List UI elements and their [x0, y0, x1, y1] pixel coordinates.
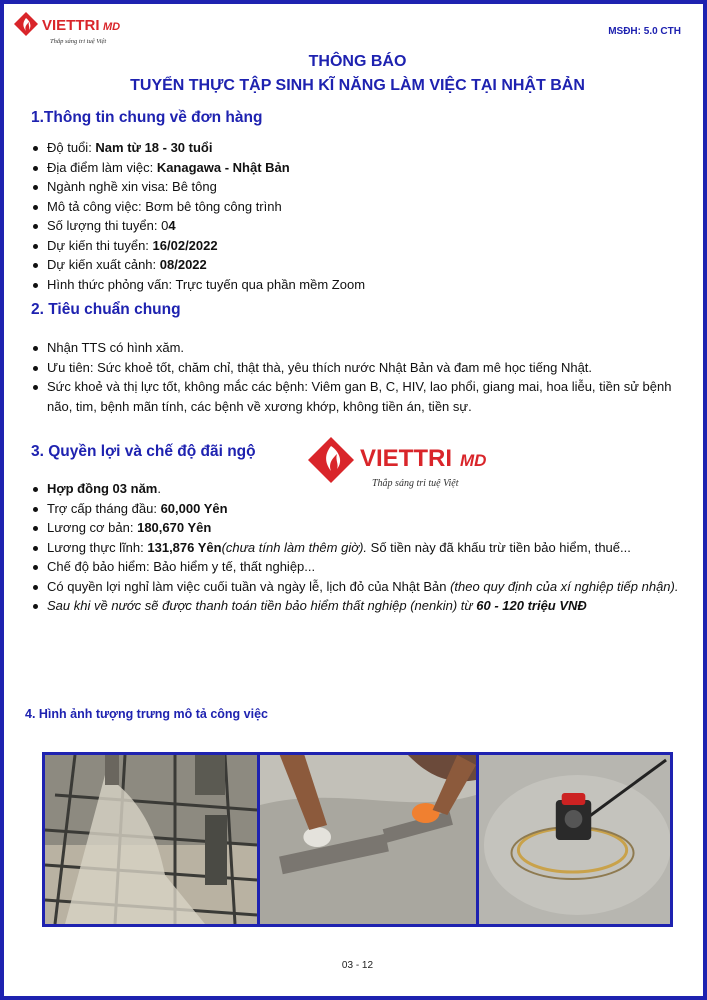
power-trowel-photo [476, 755, 670, 924]
list-item: Sau khi về nước sẽ được thanh toán tiền bảo hiểm thất nghiệp (nenkin) từ 60 - 120 triệu VNĐ [31, 596, 699, 616]
list-item: Độ tuổi: Nam từ 18 - 30 tuổi [31, 138, 681, 158]
list-item: Nhận TTS có hình xăm. [31, 338, 699, 358]
title-announcement: THÔNG BÁO [308, 53, 407, 70]
viettri-logo [10, 10, 130, 50]
logo-slogan: Thắp sáng tri tuệ Việt [50, 38, 107, 45]
list-item: Chế độ bảo hiểm: Bảo hiểm y tế, thất nghiệp... [31, 557, 699, 577]
list-item: Hình thức phỏng vấn: Trực tuyến qua phần mềm Zoom [31, 275, 681, 295]
title-recruitment: TUYỂN THỰC TẬP SINH KĨ NĂNG LÀM VIỆC TẠI NHẬT BẢN [130, 77, 585, 94]
section3-heading: 3. Quyền lợi và chế độ đãi ngộ [31, 443, 256, 460]
concrete-trowel-photo [257, 755, 476, 924]
list-item: Hợp đồng 03 năm. [31, 479, 699, 499]
logo-text: VIETTRI [42, 17, 100, 34]
section3-list [31, 479, 699, 616]
order-code: MSĐH: 5.0 CTH [608, 26, 681, 37]
list-item: Mô tả công việc: Bơm bê tông công trình [31, 197, 681, 217]
section2-heading: 2. Tiêu chuẩn chung [31, 301, 181, 318]
list-item: Địa điểm làm việc: Kanagawa - Nhật Bản [31, 158, 681, 178]
logo-slogan: Thắp sáng tri tuệ Việt [372, 478, 459, 489]
viettri-logo-image [10, 10, 130, 50]
list-item: Dự kiến xuất cảnh: 08/2022 [31, 255, 681, 275]
work-photos [42, 752, 673, 927]
section2-list [31, 338, 699, 416]
list-item: Số lượng thi tuyển: 04 [31, 216, 681, 236]
list-item: Trợ cấp tháng đầu: 60,000 Yên [31, 499, 699, 519]
section4-heading: 4. Hình ảnh tượng trưng mô tả công việc [25, 707, 268, 721]
list-item: Ngành nghề xin visa: Bê tông [31, 177, 681, 197]
list-item: Có quyền lợi nghỉ làm việc cuối tuần và ngày lễ, lịch đỏ của Nhật Bản (theo quy định của xí nghiệp tiếp nhận). [31, 577, 699, 597]
list-item: Lương thực lĩnh: 131,876 Yên(chưa tính làm thêm giờ). Số tiền này đã khấu trừ tiền bảo hiểm, thuế... [31, 538, 699, 558]
list-item: Dự kiến thi tuyển: 16/02/2022 [31, 236, 681, 256]
section1-heading: 1.Thông tin chung về đơn hàng [31, 109, 263, 126]
section1-list [31, 138, 681, 294]
list-item: Ưu tiên: Sức khoẻ tốt, chăm chỉ, thật thà, yêu thích nước Nhật Bản và đam mê học tiếng Nhật. [31, 358, 699, 378]
list-item: Lương cơ bản: 180,670 Yên [31, 518, 699, 538]
logo-suffix: MD [460, 451, 487, 470]
logo-text: VIETTRI [360, 445, 453, 472]
concrete-pouring-photo [45, 755, 257, 924]
logo-suffix: MD [103, 21, 121, 33]
list-item: Sức khoẻ và thị lực tốt, không mắc các bệnh: Viêm gan B, C, HIV, lao phổi, giang mai, hoa liễu, tiền sử bệnh não, tim, bệnh mãn tính, các bệnh về xương khớp, không tiền án, tiền sự. [31, 377, 699, 416]
page-number: 03 - 12 [341, 960, 374, 971]
